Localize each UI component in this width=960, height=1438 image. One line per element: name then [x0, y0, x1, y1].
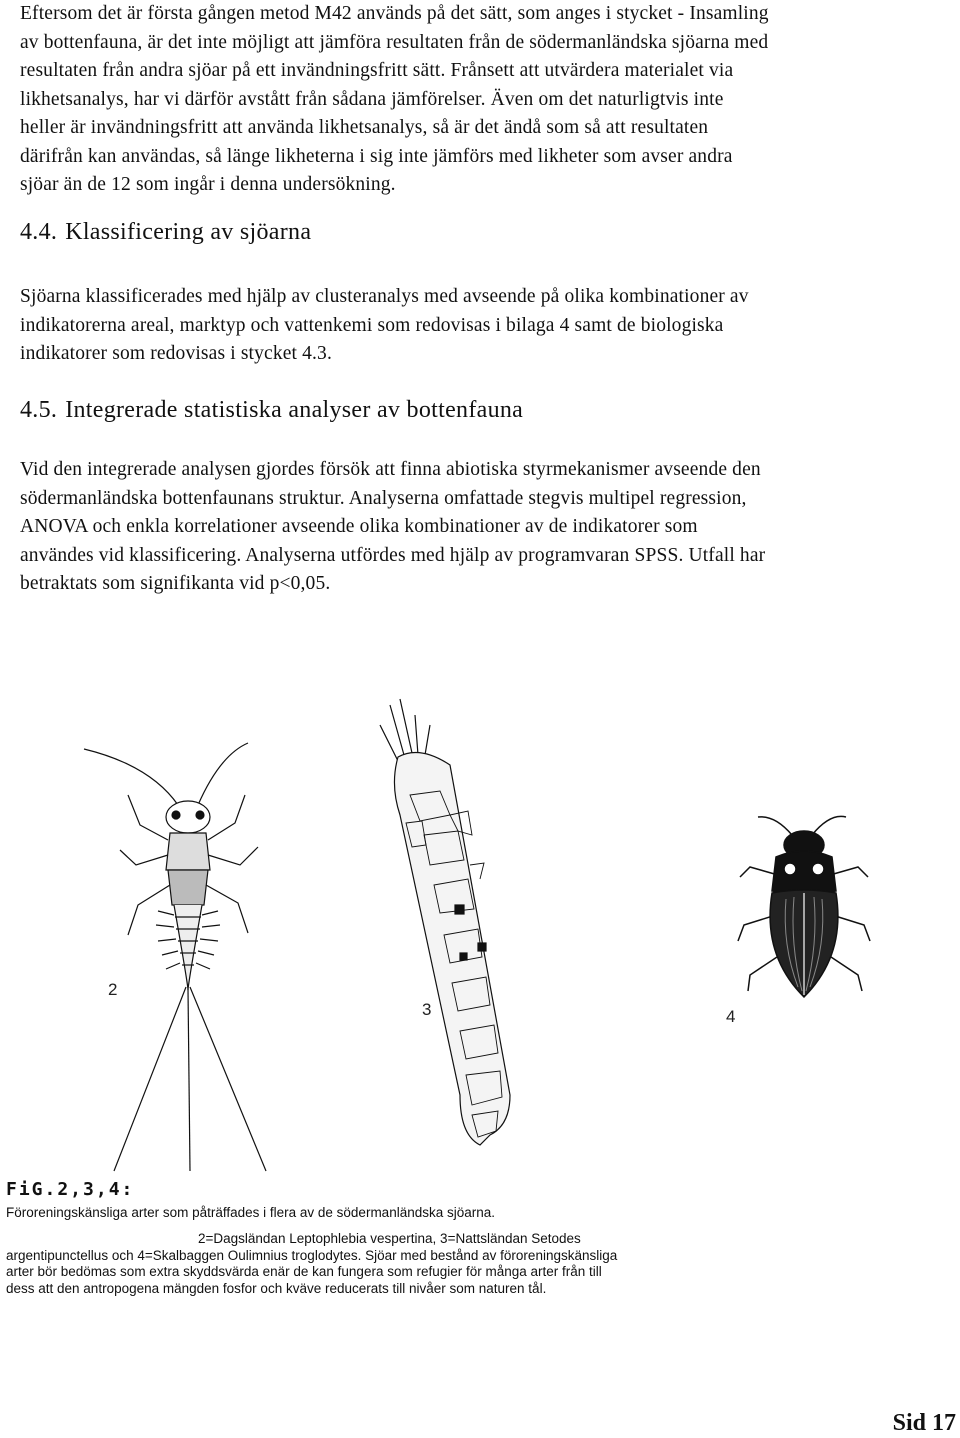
text-line: södermanländska bottenfaunans struktur. Analyserna omfattade stegvis multipel regression, — [20, 487, 747, 509]
caddisfly-case-illustration — [360, 695, 540, 1165]
text-line: likhetsanalys, har vi därför avstått från sådana jämförelser. Även om det naturligtvis inte — [20, 88, 724, 110]
text-line: användes vid klassificering. Analyserna utfördes med hjälp av programvaran SPSS. Utfall har — [20, 544, 766, 566]
text-line: därifrån kan användas, så länge likheterna i sig inte jämförs med likheter som avser andra — [20, 145, 733, 167]
section-title: Klassificering av sjöarna — [65, 219, 312, 245]
text-line: heller är invändningsfritt att använda likhetsanalys, så är det ändå som så att resultaten — [20, 117, 709, 138]
caption-line: 2=Dagsländan Leptophlebia vespertina, 3=Nattsländan Setodes — [198, 1231, 581, 1246]
text-line: betraktats som signifikanta vid p<0,05. — [20, 573, 331, 594]
text-line: indikatorerna areal, marktyp och vattenkemi som redovisas i bilaga 4 samt de biologiska — [20, 314, 724, 336]
caption-line: dess att den antropogena mängden fosfor och kväve reducerats till nivåer som naturen tål. — [6, 1280, 547, 1296]
text-line: resultaten från andra sjöar på ett invändningsfritt sätt. Frånsett att utvärdera materialet via — [20, 60, 734, 81]
figure-number-4: 4 — [726, 1007, 736, 1026]
caption-line: argentipunctellus och 4=Skalbaggen Oulimnius troglodytes. Sjöar med bestånd av föroreningskänsliga — [6, 1247, 618, 1263]
text-line: av bottenfauna, är det inte möjligt att jämföra resultaten från de södermanländska sjöarna med — [20, 31, 769, 53]
page-number: Sid 17 — [892, 1410, 956, 1436]
figure-number-3: 3 — [422, 1000, 432, 1019]
caption-line: Föroreningskänsliga arter som påträffades i flera av de södermanländska sjöarna. — [6, 1204, 496, 1220]
figure-label: FiG.2,3,4: — [6, 1179, 135, 1200]
text-line: Vid den integrerade analysen gjordes försök att finna abiotiska styrmekanismer avseende den — [20, 459, 761, 480]
mayfly-nymph-illustration — [70, 735, 310, 1175]
section-heading-4-5 — [20, 397, 523, 424]
section-title: Integrerade statistiska analyser av bottenfauna — [65, 397, 524, 423]
text-line: ANOVA och enkla korrelationer avseende olika kombinationer av de indikatorer som — [20, 516, 698, 537]
text-line: Sjöarna klassificerades med hjälp av clusteranalys med avseende på olika kombinationer av — [20, 286, 749, 307]
beetle-illustration — [720, 805, 890, 1005]
section-heading-4-4 — [20, 219, 311, 246]
section-number: 4.4. — [20, 219, 58, 245]
figure-caption — [6, 1179, 666, 1297]
caption-line: arter bör bedömas som extra skyddsvärda enär de kan fungera som refugier för många arter från till — [6, 1264, 602, 1279]
section-4-4-paragraph — [20, 283, 935, 369]
text-line: indikatorer som redovisas i stycket 4.3. — [20, 343, 332, 364]
text-line: Eftersom det är första gången metod M42 används på det sätt, som anges i stycket - Insamling — [20, 3, 769, 24]
text-line: sjöar än de 12 som ingår i denna undersökning. — [20, 174, 396, 195]
section-number: 4.5. — [20, 397, 58, 423]
figure-number-2: 2 — [108, 980, 118, 999]
intro-paragraph — [20, 0, 935, 200]
section-4-5-paragraph — [20, 456, 935, 599]
